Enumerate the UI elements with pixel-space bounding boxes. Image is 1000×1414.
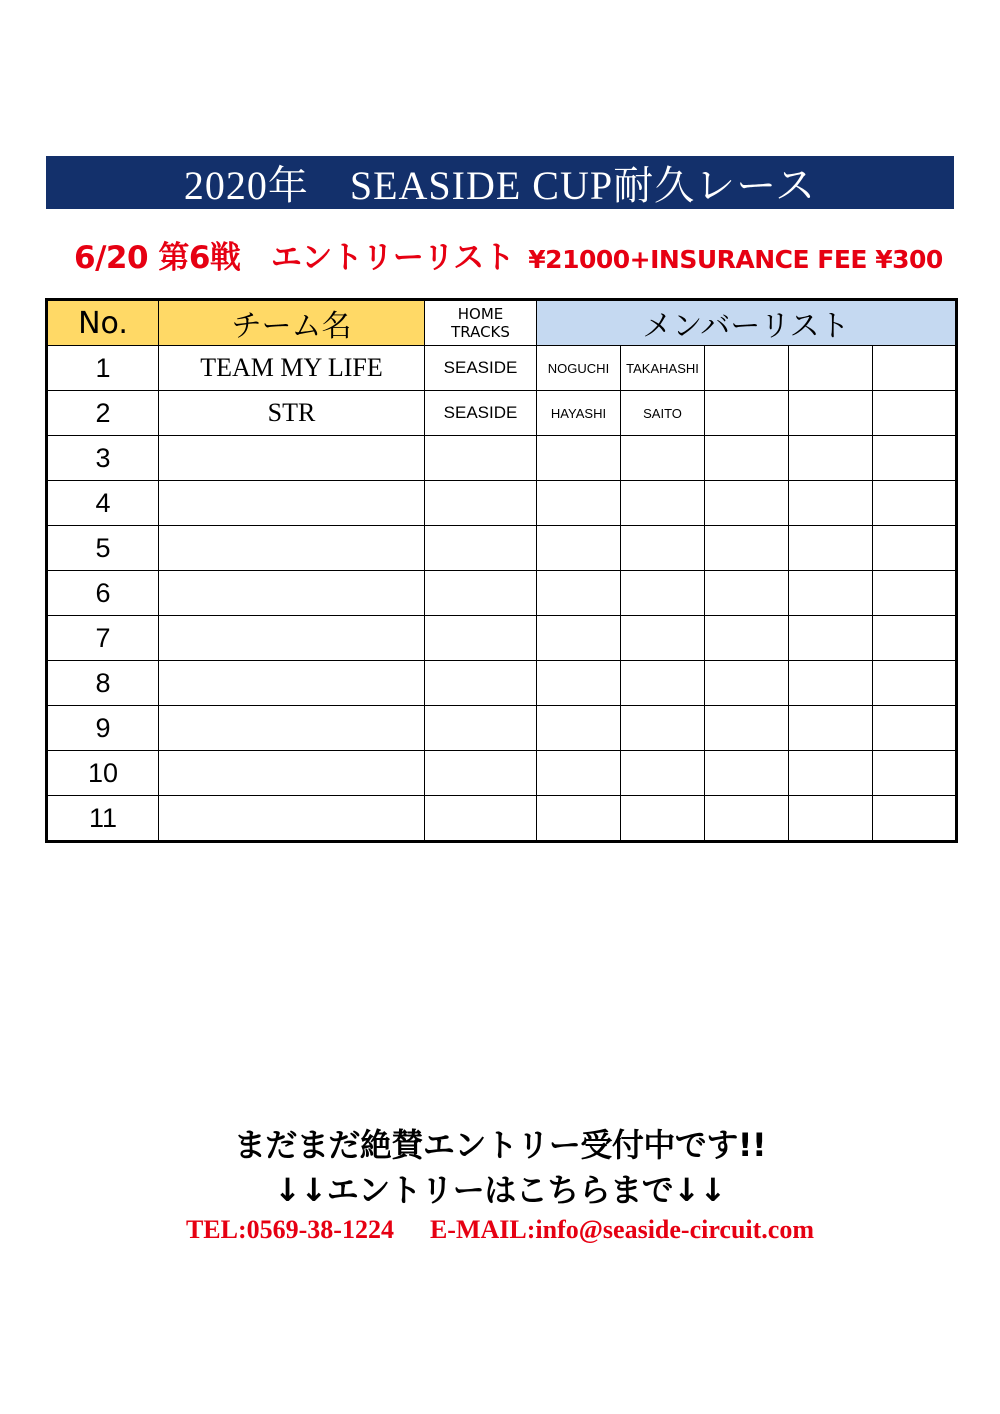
table-row bbox=[47, 436, 957, 481]
member-cell bbox=[621, 436, 705, 481]
member-cell bbox=[537, 796, 621, 842]
team-name-cell: TEAM MY LIFE bbox=[159, 346, 425, 391]
member-cell bbox=[873, 616, 957, 661]
table-row bbox=[47, 571, 957, 616]
entry-number: 6 bbox=[47, 571, 159, 616]
member-cell bbox=[873, 751, 957, 796]
contact-email[interactable]: E-MAIL:info@seaside-circuit.com bbox=[429, 1215, 815, 1244]
member-cell bbox=[621, 526, 705, 571]
member-cell bbox=[705, 571, 789, 616]
member-cell bbox=[705, 751, 789, 796]
member-cell bbox=[705, 526, 789, 571]
member-cell bbox=[789, 436, 873, 481]
member-cell bbox=[789, 616, 873, 661]
header-home-line1: HOME bbox=[457, 305, 504, 323]
member-cell bbox=[873, 796, 957, 842]
header-no: No. bbox=[47, 300, 159, 346]
member-cell bbox=[537, 706, 621, 751]
home-track-cell: SEASIDE bbox=[425, 346, 537, 391]
member-cell bbox=[621, 751, 705, 796]
member-cell bbox=[705, 346, 789, 391]
team-name-cell bbox=[159, 751, 425, 796]
member-cell bbox=[537, 751, 621, 796]
member-cell bbox=[537, 526, 621, 571]
entry-number: 3 bbox=[47, 436, 159, 481]
member-cell bbox=[621, 616, 705, 661]
entry-open-message: まだまだ絶賛エントリー受付中です!! bbox=[233, 1126, 767, 1164]
member-cell bbox=[705, 661, 789, 706]
member-cell bbox=[873, 526, 957, 571]
member-cell bbox=[621, 481, 705, 526]
team-name-cell bbox=[159, 436, 425, 481]
member-cell: TAKAHASHI bbox=[621, 346, 705, 391]
entry-contact-prompt: ↓↓エントリーはこちらまで↓↓ bbox=[274, 1171, 726, 1209]
table-row bbox=[47, 346, 957, 391]
member-cell bbox=[873, 661, 957, 706]
table-row bbox=[47, 706, 957, 751]
member-cell: HAYASHI bbox=[537, 391, 621, 436]
member-cell bbox=[873, 706, 957, 751]
member-cell bbox=[789, 661, 873, 706]
home-track-cell bbox=[425, 571, 537, 616]
home-track-cell bbox=[425, 706, 537, 751]
entry-list-table bbox=[45, 298, 958, 843]
member-cell bbox=[537, 481, 621, 526]
member-cell bbox=[705, 391, 789, 436]
member-cell bbox=[873, 481, 957, 526]
team-name-cell bbox=[159, 481, 425, 526]
entry-number: 2 bbox=[47, 391, 159, 436]
member-cell bbox=[789, 526, 873, 571]
page-title-banner bbox=[46, 156, 954, 209]
entry-number: 4 bbox=[47, 481, 159, 526]
member-cell: SAITO bbox=[621, 391, 705, 436]
table-row bbox=[47, 526, 957, 571]
member-cell bbox=[789, 481, 873, 526]
member-cell bbox=[621, 571, 705, 616]
header-home-line2: TRACKS bbox=[451, 323, 510, 341]
team-name-cell bbox=[159, 526, 425, 571]
home-track-cell bbox=[425, 661, 537, 706]
contact-info bbox=[0, 1215, 1000, 1245]
member-cell bbox=[789, 751, 873, 796]
member-cell bbox=[789, 706, 873, 751]
member-cell bbox=[705, 436, 789, 481]
member-cell bbox=[537, 571, 621, 616]
member-cell bbox=[621, 796, 705, 842]
entry-number: 1 bbox=[47, 346, 159, 391]
team-name-cell bbox=[159, 796, 425, 842]
table-row bbox=[47, 616, 957, 661]
team-name-cell: STR bbox=[159, 391, 425, 436]
team-name-cell bbox=[159, 616, 425, 661]
member-cell bbox=[537, 616, 621, 661]
entry-fee: ¥21000+INSURANCE FEE ¥300 bbox=[528, 245, 943, 274]
team-name-cell bbox=[159, 571, 425, 616]
member-cell bbox=[705, 796, 789, 842]
home-track-cell: SEASIDE bbox=[425, 391, 537, 436]
home-track-cell bbox=[425, 526, 537, 571]
header-home-tracks bbox=[425, 300, 537, 346]
contact-tel: TEL:0569-38-1224 bbox=[185, 1215, 394, 1244]
entry-number: 11 bbox=[47, 796, 159, 842]
member-cell bbox=[789, 346, 873, 391]
member-cell bbox=[789, 391, 873, 436]
member-cell: NOGUCHI bbox=[537, 346, 621, 391]
team-name-cell bbox=[159, 661, 425, 706]
member-cell bbox=[621, 706, 705, 751]
table-row bbox=[47, 391, 957, 436]
table-row bbox=[47, 661, 957, 706]
member-cell bbox=[537, 436, 621, 481]
member-cell bbox=[789, 571, 873, 616]
table-row bbox=[47, 796, 957, 842]
member-cell bbox=[873, 436, 957, 481]
member-cell bbox=[873, 571, 957, 616]
event-subtitle bbox=[74, 232, 954, 282]
member-cell bbox=[873, 391, 957, 436]
member-cell bbox=[621, 661, 705, 706]
event-date-round: 6/20 第6戦 エントリーリスト bbox=[74, 240, 515, 276]
home-track-cell bbox=[425, 481, 537, 526]
member-cell bbox=[705, 616, 789, 661]
member-cell bbox=[537, 661, 621, 706]
header-team-name: チーム名 bbox=[159, 300, 425, 346]
home-track-cell bbox=[425, 436, 537, 481]
home-track-cell bbox=[425, 751, 537, 796]
table-row bbox=[47, 751, 957, 796]
table-header-row bbox=[47, 300, 957, 346]
member-cell bbox=[705, 706, 789, 751]
page-title: 2020年 SEASIDE CUP耐久レース bbox=[183, 163, 817, 208]
member-cell bbox=[873, 346, 957, 391]
entry-number: 10 bbox=[47, 751, 159, 796]
entry-number: 7 bbox=[47, 616, 159, 661]
member-cell bbox=[705, 481, 789, 526]
team-name-cell bbox=[159, 706, 425, 751]
entry-number: 9 bbox=[47, 706, 159, 751]
member-cell bbox=[789, 796, 873, 842]
header-member-list: メンバーリスト bbox=[537, 300, 957, 346]
entry-number: 5 bbox=[47, 526, 159, 571]
table-row bbox=[47, 481, 957, 526]
home-track-cell bbox=[425, 796, 537, 842]
entry-number: 8 bbox=[47, 661, 159, 706]
home-track-cell bbox=[425, 616, 537, 661]
